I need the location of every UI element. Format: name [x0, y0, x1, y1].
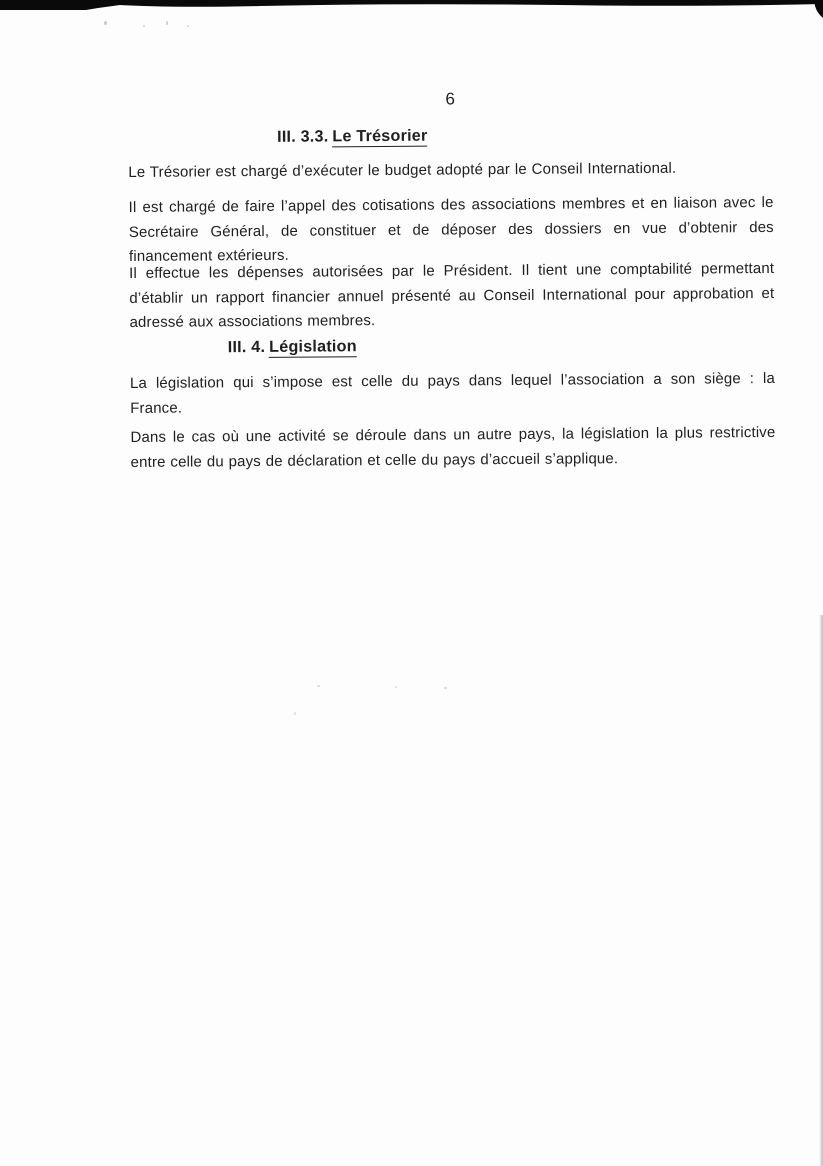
paragraph-line: La législation qui s’impose est celle du pays dans lequel l’association a son siège : la [129, 369, 776, 392]
paragraph-line: Dans le cas où une activité se déroule dans un autre pays, la législation la plus restrictive [130, 423, 776, 446]
paragraph-line: d’établir un rapport financier annuel présenté au Conseil International pour approbation et [129, 284, 775, 307]
paragraph-line: Il est chargé de faire l’appel des cotisations des associations membres et en liaison avec le [128, 193, 774, 216]
paragraph-line: adressé aux associations membres. [129, 312, 376, 331]
paragraph-legislation-siege [130, 367, 775, 421]
paragraph-depenses [129, 257, 775, 336]
paragraph-budget-execution [128, 156, 773, 186]
paragraph-line: Il effectue les dépenses autorisées par le Président. Il tient une comptabilité permettant [129, 259, 775, 282]
heading-number: III. 3.3. [277, 127, 329, 146]
paragraph-legislation-restrictive [130, 421, 775, 475]
heading-title: Le Trésorier [332, 126, 428, 146]
paragraph-line: entre celle du pays de déclaration et celle du pays d’accueil s’applique. [130, 449, 619, 471]
document-content [127, 0, 781, 1166]
paragraph-line: financement extérieurs. [128, 246, 289, 265]
paragraph-line: France. [130, 399, 183, 417]
section-heading-legislation [228, 337, 357, 357]
heading-title: Législation [269, 337, 357, 356]
paragraph-line: Le Trésorier est chargé d’exécuter le budget adopté par le Conseil International. [128, 159, 677, 181]
paragraph-line: Secrétaire Général, de constituer et de déposer des dossiers en vue d’obtenir des [128, 218, 774, 241]
heading-number: III. 4. [227, 337, 266, 357]
page-number: 6 [445, 89, 456, 109]
section-heading-le-tresorier [277, 127, 428, 147]
scan-speck [104, 21, 107, 25]
scan-artifact-right-edge [819, 615, 823, 1166]
